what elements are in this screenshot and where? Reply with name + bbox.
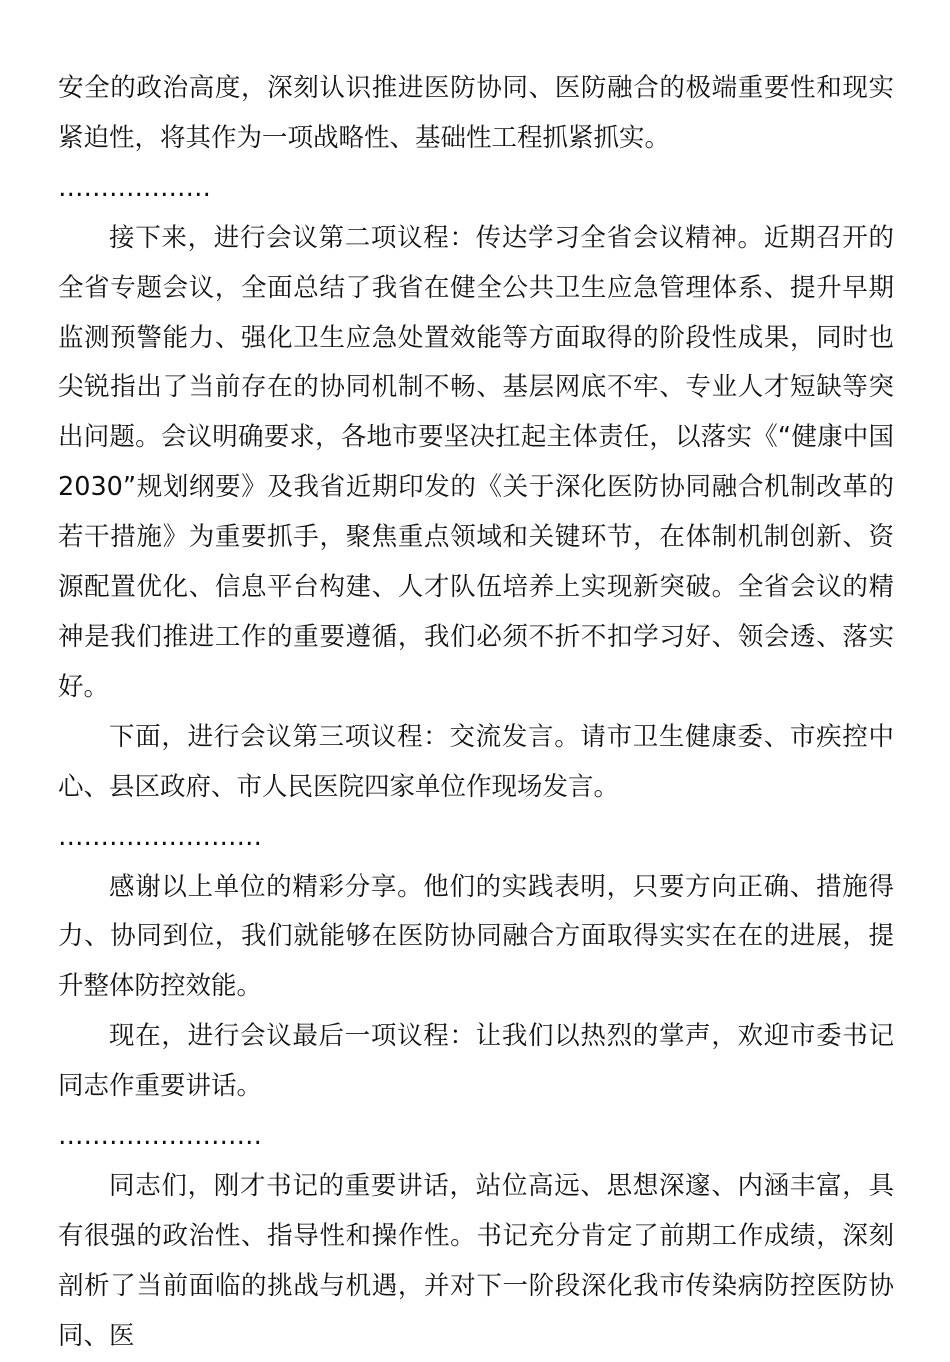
document-body (58, 64, 894, 1362)
ellipsis-separator: …………………… (58, 821, 262, 852)
paragraph-continuation: 安全的政治高度，深刻认识推进医防协同、医防融合的极端重要性和现实紧迫性，将其作为一项战略性、基础性工程抓紧抓实。 (58, 73, 894, 153)
ellipsis-separator: ……………… (58, 172, 211, 203)
paragraph-agenda-three: 下面，进行会议第三项议程：交流发言。请市卫生健康委、市疾控中心、县区政府、市人民医院四家单位作现场发言。 (58, 721, 894, 802)
paragraph-thanks: 感谢以上单位的精彩分享。他们的实践表明，只要方向正确、措施得力、协同到位，我们就能够在医防协同融合方面取得实实在在的进展，提升整体防控效能。 (58, 871, 894, 1002)
paragraph-agenda-two: 接下来，进行会议第二项议程：传达学习全省会议精神。近期召开的全省专题会议，全面总结了我省在健全公共卫生应急管理体系、提升早期监测预警能力、强化卫生应急处置效能等方面取得的阶段性成果，同时也尖锐指出了当前存在的协同机制不畅、基层网底不牢、专业人才短缺等突出问题。会议明确要求，各地市要坚决扛起主体责任，以落实《“健康中国2030”规划纲要》及我省近期印发的《关于深化医防协同融合机制改革的若干措施》为重要抓手，聚焦重点领域和关键环节，在体制机制创新、资源配置优化、信息平台构建、人才队伍培养上实现新突破。全省会议的精神是我们推进工作的重要遵循，我们必须不折不扣学习好、领会透、落实好。 (58, 222, 894, 702)
ellipsis-separator: …………………… (58, 1121, 262, 1152)
paragraph-closing: 同志们，刚才书记的重要讲话，站位高远、思想深邃、内涵丰富，具有很强的政治性、指导性和操作性。书记充分肯定了前期工作成绩，深刻剖析了当前面临的挑战与机遇，并对下一阶段深化我市传染病防控医防协同、医 (58, 1170, 894, 1351)
paragraph-final-agenda: 现在，进行会议最后一项议程：让我们以热烈的掌声，欢迎市委书记同志作重要讲话。 (58, 1021, 894, 1102)
